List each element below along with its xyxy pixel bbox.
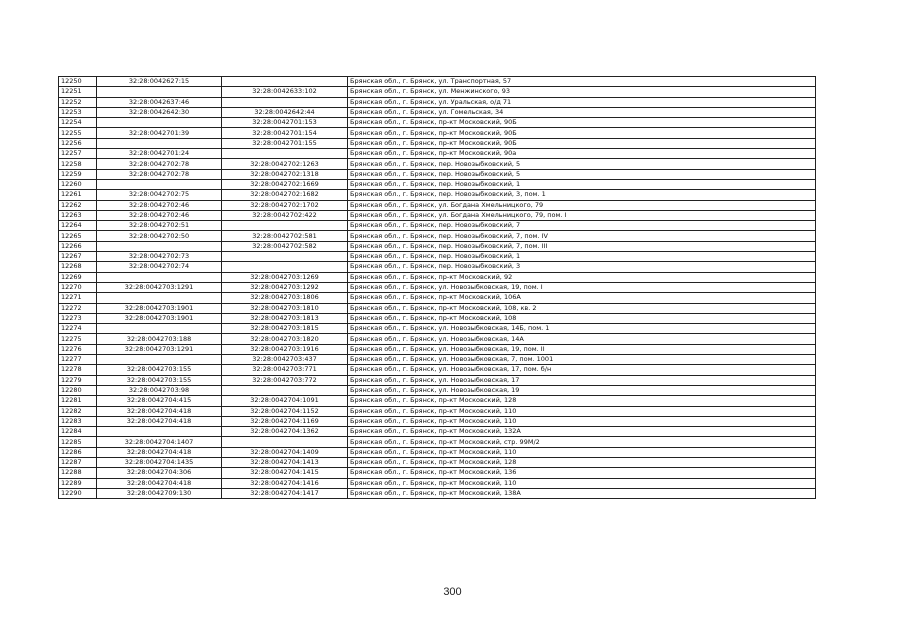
table-row xyxy=(59,396,816,406)
building-cadastral-number-cell: 32:28:0042704:1169 xyxy=(222,416,348,426)
land-cadastral-number-cell xyxy=(97,118,222,128)
address-cell: Брянская обл., г. Брянск, ул. Новозыбковская, 14Б, пом. 1 xyxy=(348,324,816,334)
page-number: 300 xyxy=(443,586,462,598)
building-cadastral-number-cell: 32:28:0042703:1269 xyxy=(222,272,348,282)
address-cell: Брянская обл., г. Брянск, пер. Новозыбковский, 1 xyxy=(348,179,816,189)
address-cell: Брянская обл., г. Брянск, ул. Новозыбковская, 17 xyxy=(348,375,816,385)
table-row xyxy=(59,252,816,262)
building-cadastral-number-cell: 32:28:0042703:1916 xyxy=(222,344,348,354)
table-row xyxy=(59,210,816,220)
row-number-cell: 12278 xyxy=(59,365,97,375)
address-cell: Брянская обл., г. Брянск, пр-кт Московский, 90Б xyxy=(348,128,816,138)
row-number-cell: 12266 xyxy=(59,241,97,251)
land-cadastral-number-cell: 32:28:0042704:418 xyxy=(97,416,222,426)
land-cadastral-number-cell xyxy=(97,355,222,365)
table-row xyxy=(59,385,816,395)
land-cadastral-number-cell: 32:28:0042627:15 xyxy=(97,77,222,87)
land-cadastral-number-cell: 32:28:0042637:46 xyxy=(97,97,222,107)
row-number-cell: 12264 xyxy=(59,221,97,231)
table-row xyxy=(59,468,816,478)
building-cadastral-number-cell: 32:28:0042702:1318 xyxy=(222,169,348,179)
building-cadastral-number-cell xyxy=(222,437,348,447)
building-cadastral-number-cell: 32:28:0042633:102 xyxy=(222,87,348,97)
land-cadastral-number-cell: 32:28:0042702:78 xyxy=(97,159,222,169)
address-cell: Брянская обл., г. Брянск, пер. Новозыбковский, 7, пом. IV xyxy=(348,231,816,241)
table-row xyxy=(59,365,816,375)
building-cadastral-number-cell xyxy=(222,77,348,87)
table-row xyxy=(59,293,816,303)
address-cell: Брянская обл., г. Брянск, ул. Новозыбковская, 14А xyxy=(348,334,816,344)
land-cadastral-number-cell: 32:28:0042702:74 xyxy=(97,262,222,272)
land-cadastral-number-cell: 32:28:0042703:155 xyxy=(97,365,222,375)
table-row xyxy=(59,416,816,426)
address-cell: Брянская обл., г. Брянск, пр-кт Московский, 110 xyxy=(348,478,816,488)
table-row xyxy=(59,107,816,117)
building-cadastral-number-cell: 32:28:0042704:1416 xyxy=(222,478,348,488)
row-number-cell: 12282 xyxy=(59,406,97,416)
table-row xyxy=(59,77,816,87)
building-cadastral-number-cell xyxy=(222,262,348,272)
address-cell: Брянская обл., г. Брянск, пер. Новозыбковский, 5 xyxy=(348,169,816,179)
row-number-cell: 12253 xyxy=(59,107,97,117)
land-cadastral-number-cell: 32:28:0042704:418 xyxy=(97,406,222,416)
table-row xyxy=(59,313,816,323)
building-cadastral-number-cell xyxy=(222,149,348,159)
address-cell: Брянская обл., г. Брянск, пр-кт Московский, стр. 99М/2 xyxy=(348,437,816,447)
building-cadastral-number-cell: 32:28:0042702:1669 xyxy=(222,179,348,189)
address-cell: Брянская обл., г. Брянск, пр-кт Московский, 106А xyxy=(348,293,816,303)
table-row xyxy=(59,437,816,447)
address-cell: Брянская обл., г. Брянск, пр-кт Московский, 128 xyxy=(348,457,816,467)
building-cadastral-number-cell: 32:28:0042704:1409 xyxy=(222,447,348,457)
land-cadastral-number-cell: 32:28:0042703:1291 xyxy=(97,344,222,354)
row-number-cell: 12279 xyxy=(59,375,97,385)
building-cadastral-number-cell xyxy=(222,385,348,395)
building-cadastral-number-cell xyxy=(222,221,348,231)
table-body xyxy=(59,77,816,499)
address-cell: Брянская обл., г. Брянск, пр-кт Московский, 90Б xyxy=(348,138,816,148)
building-cadastral-number-cell: 32:28:0042704:1417 xyxy=(222,488,348,498)
land-cadastral-number-cell: 32:28:0042703:1901 xyxy=(97,313,222,323)
row-number-cell: 12267 xyxy=(59,252,97,262)
building-cadastral-number-cell: 32:28:0042702:1263 xyxy=(222,159,348,169)
land-cadastral-number-cell: 32:28:0042704:418 xyxy=(97,447,222,457)
row-number-cell: 12270 xyxy=(59,282,97,292)
row-number-cell: 12263 xyxy=(59,210,97,220)
table-row xyxy=(59,344,816,354)
row-number-cell: 12271 xyxy=(59,293,97,303)
table-row xyxy=(59,447,816,457)
address-cell: Брянская обл., г. Брянск, ул. Богдана Хмельницкого, 79 xyxy=(348,200,816,210)
land-cadastral-number-cell: 32:28:0042704:1407 xyxy=(97,437,222,447)
table-row xyxy=(59,221,816,231)
building-cadastral-number-cell: 32:28:0042703:1806 xyxy=(222,293,348,303)
land-cadastral-number-cell xyxy=(97,272,222,282)
address-cell: Брянская обл., г. Брянск, пр-кт Московский, 108 xyxy=(348,313,816,323)
row-number-cell: 12265 xyxy=(59,231,97,241)
land-cadastral-number-cell: 32:28:0042709:130 xyxy=(97,488,222,498)
building-cadastral-number-cell: 32:28:0042702:582 xyxy=(222,241,348,251)
land-cadastral-number-cell xyxy=(97,87,222,97)
table-row xyxy=(59,488,816,498)
land-cadastral-number-cell: 32:28:0042703:188 xyxy=(97,334,222,344)
table-row xyxy=(59,262,816,272)
land-cadastral-number-cell: 32:28:0042702:51 xyxy=(97,221,222,231)
table-row xyxy=(59,128,816,138)
building-cadastral-number-cell xyxy=(222,252,348,262)
building-cadastral-number-cell: 32:28:0042701:154 xyxy=(222,128,348,138)
address-cell: Брянская обл., г. Брянск, пр-кт Московский, 108, кв. 2 xyxy=(348,303,816,313)
land-cadastral-number-cell: 32:28:0042704:418 xyxy=(97,478,222,488)
row-number-cell: 12259 xyxy=(59,169,97,179)
row-number-cell: 12261 xyxy=(59,190,97,200)
table-row xyxy=(59,190,816,200)
building-cadastral-number-cell: 32:28:0042703:772 xyxy=(222,375,348,385)
land-cadastral-number-cell: 32:28:0042702:75 xyxy=(97,190,222,200)
row-number-cell: 12281 xyxy=(59,396,97,406)
address-cell: Брянская обл., г. Брянск, пер. Новозыбковский, 7 xyxy=(348,221,816,231)
table-row xyxy=(59,87,816,97)
row-number-cell: 12272 xyxy=(59,303,97,313)
table-row xyxy=(59,427,816,437)
building-cadastral-number-cell: 32:28:0042704:1091 xyxy=(222,396,348,406)
table-row xyxy=(59,324,816,334)
address-cell: Брянская обл., г. Брянск, ул. Уральская, о/д 71 xyxy=(348,97,816,107)
address-cell: Брянская обл., г. Брянск, пр-кт Московский, 110 xyxy=(348,447,816,457)
land-cadastral-number-cell: 32:28:0042702:46 xyxy=(97,210,222,220)
address-cell: Брянская обл., г. Брянск, пер. Новозыбковский, 7, пом. III xyxy=(348,241,816,251)
building-cadastral-number-cell: 32:28:0042702:581 xyxy=(222,231,348,241)
land-cadastral-number-cell: 32:28:0042702:50 xyxy=(97,231,222,241)
land-cadastral-number-cell: 32:28:0042703:155 xyxy=(97,375,222,385)
building-cadastral-number-cell: 32:28:0042704:1413 xyxy=(222,457,348,467)
land-cadastral-number-cell xyxy=(97,241,222,251)
row-number-cell: 12277 xyxy=(59,355,97,365)
row-number-cell: 12280 xyxy=(59,385,97,395)
land-cadastral-number-cell: 32:28:0042701:24 xyxy=(97,149,222,159)
row-number-cell: 12273 xyxy=(59,313,97,323)
address-cell: Брянская обл., г. Брянск, ул. Новозыбковская, 7, пом. 1001 xyxy=(348,355,816,365)
row-number-cell: 12250 xyxy=(59,77,97,87)
row-number-cell: 12275 xyxy=(59,334,97,344)
row-number-cell: 12274 xyxy=(59,324,97,334)
table-row xyxy=(59,97,816,107)
address-cell: Брянская обл., г. Брянск, пр-кт Московский, 138А xyxy=(348,488,816,498)
table-row xyxy=(59,138,816,148)
row-number-cell: 12283 xyxy=(59,416,97,426)
row-number-cell: 12268 xyxy=(59,262,97,272)
building-cadastral-number-cell: 32:28:0042703:1820 xyxy=(222,334,348,344)
table-row xyxy=(59,200,816,210)
table-row xyxy=(59,334,816,344)
building-cadastral-number-cell: 32:28:0042701:155 xyxy=(222,138,348,148)
table-row xyxy=(59,282,816,292)
address-cell: Брянская обл., г. Брянск, ул. Новозыбковская, 19, пом. II xyxy=(348,344,816,354)
address-table xyxy=(58,76,816,499)
address-cell: Брянская обл., г. Брянск, пр-кт Московский, 132А xyxy=(348,427,816,437)
building-cadastral-number-cell: 32:28:0042702:1702 xyxy=(222,200,348,210)
building-cadastral-number-cell: 32:28:0042703:1813 xyxy=(222,313,348,323)
row-number-cell: 12276 xyxy=(59,344,97,354)
address-cell: Брянская обл., г. Брянск, пер. Новозыбковский, 5 xyxy=(348,159,816,169)
address-cell: Брянская обл., г. Брянск, ул. Новозыбковская, 19 xyxy=(348,385,816,395)
table-row xyxy=(59,169,816,179)
table-row xyxy=(59,118,816,128)
address-cell: Брянская обл., г. Брянск, ул. Новозыбковская, 19, пом. I xyxy=(348,282,816,292)
address-cell: Брянская обл., г. Брянск, ул. Транспортная, 57 xyxy=(348,77,816,87)
building-cadastral-number-cell: 32:28:0042703:1292 xyxy=(222,282,348,292)
table-row xyxy=(59,159,816,169)
address-cell: Брянская обл., г. Брянск, ул. Новозыбковская, 17, пом. б/н xyxy=(348,365,816,375)
address-cell: Брянская обл., г. Брянск, пр-кт Московский, 92 xyxy=(348,272,816,282)
address-cell: Брянская обл., г. Брянск, пр-кт Московский, 90Б xyxy=(348,118,816,128)
address-cell: Брянская обл., г. Брянск, ул. Менжинского, 93 xyxy=(348,87,816,97)
address-cell: Брянская обл., г. Брянск, пр-кт Московский, 110 xyxy=(348,416,816,426)
land-cadastral-number-cell xyxy=(97,324,222,334)
land-cadastral-number-cell: 32:28:0042704:1435 xyxy=(97,457,222,467)
row-number-cell: 12258 xyxy=(59,159,97,169)
row-number-cell: 12290 xyxy=(59,488,97,498)
land-cadastral-number-cell xyxy=(97,427,222,437)
row-number-cell: 12255 xyxy=(59,128,97,138)
table-row xyxy=(59,375,816,385)
table-row xyxy=(59,355,816,365)
address-cell: Брянская обл., г. Брянск, пер. Новозыбковский, 3 xyxy=(348,262,816,272)
building-cadastral-number-cell: 32:28:0042703:771 xyxy=(222,365,348,375)
table-row xyxy=(59,406,816,416)
land-cadastral-number-cell xyxy=(97,138,222,148)
row-number-cell: 12256 xyxy=(59,138,97,148)
row-number-cell: 12284 xyxy=(59,427,97,437)
row-number-cell: 12285 xyxy=(59,437,97,447)
row-number-cell: 12257 xyxy=(59,149,97,159)
building-cadastral-number-cell: 32:28:0042703:1810 xyxy=(222,303,348,313)
address-cell: Брянская обл., г. Брянск, пер. Новозыбковский, 1 xyxy=(348,252,816,262)
table-row xyxy=(59,149,816,159)
building-cadastral-number-cell: 32:28:0042704:1362 xyxy=(222,427,348,437)
row-number-cell: 12252 xyxy=(59,97,97,107)
row-number-cell: 12254 xyxy=(59,118,97,128)
building-cadastral-number-cell: 32:28:0042701:153 xyxy=(222,118,348,128)
land-cadastral-number-cell: 32:28:0042642:30 xyxy=(97,107,222,117)
address-cell: Брянская обл., г. Брянск, пр-кт Московский, 110 xyxy=(348,406,816,416)
land-cadastral-number-cell: 32:28:0042703:98 xyxy=(97,385,222,395)
table-row xyxy=(59,303,816,313)
land-cadastral-number-cell: 32:28:0042702:46 xyxy=(97,200,222,210)
row-number-cell: 12251 xyxy=(59,87,97,97)
building-cadastral-number-cell: 32:28:0042704:1152 xyxy=(222,406,348,416)
table-row xyxy=(59,241,816,251)
building-cadastral-number-cell: 32:28:0042703:1815 xyxy=(222,324,348,334)
address-cell: Брянская обл., г. Брянск, пр-кт Московский, 90а xyxy=(348,149,816,159)
table-row xyxy=(59,179,816,189)
address-cell: Брянская обл., г. Брянск, пер. Новозыбковский, 3, пом. 1 xyxy=(348,190,816,200)
land-cadastral-number-cell xyxy=(97,179,222,189)
building-cadastral-number-cell: 32:28:0042702:422 xyxy=(222,210,348,220)
address-cell: Брянская обл., г. Брянск, пр-кт Московский, 128 xyxy=(348,396,816,406)
table-row xyxy=(59,231,816,241)
land-cadastral-number-cell: 32:28:0042702:78 xyxy=(97,169,222,179)
address-cell: Брянская обл., г. Брянск, пр-кт Московский, 136 xyxy=(348,468,816,478)
building-cadastral-number-cell xyxy=(222,97,348,107)
building-cadastral-number-cell: 32:28:0042702:1682 xyxy=(222,190,348,200)
row-number-cell: 12286 xyxy=(59,447,97,457)
land-cadastral-number-cell: 32:28:0042704:306 xyxy=(97,468,222,478)
land-cadastral-number-cell xyxy=(97,293,222,303)
address-cell: Брянская обл., г. Брянск, ул. Гомельская, 34 xyxy=(348,107,816,117)
table-row xyxy=(59,457,816,467)
land-cadastral-number-cell: 32:28:0042704:415 xyxy=(97,396,222,406)
land-cadastral-number-cell: 32:28:0042703:1901 xyxy=(97,303,222,313)
row-number-cell: 12288 xyxy=(59,468,97,478)
row-number-cell: 12269 xyxy=(59,272,97,282)
building-cadastral-number-cell: 32:28:0042703:437 xyxy=(222,355,348,365)
table-row xyxy=(59,272,816,282)
address-cell: Брянская обл., г. Брянск, ул. Богдана Хмельницкого, 79, пом. I xyxy=(348,210,816,220)
row-number-cell: 12262 xyxy=(59,200,97,210)
land-cadastral-number-cell: 32:28:0042702:73 xyxy=(97,252,222,262)
row-number-cell: 12260 xyxy=(59,179,97,189)
building-cadastral-number-cell: 32:28:0042704:1415 xyxy=(222,468,348,478)
row-number-cell: 12287 xyxy=(59,457,97,467)
row-number-cell: 12289 xyxy=(59,478,97,488)
table-row xyxy=(59,478,816,488)
land-cadastral-number-cell: 32:28:0042701:39 xyxy=(97,128,222,138)
land-cadastral-number-cell: 32:28:0042703:1291 xyxy=(97,282,222,292)
building-cadastral-number-cell: 32:28:0042642:44 xyxy=(222,107,348,117)
